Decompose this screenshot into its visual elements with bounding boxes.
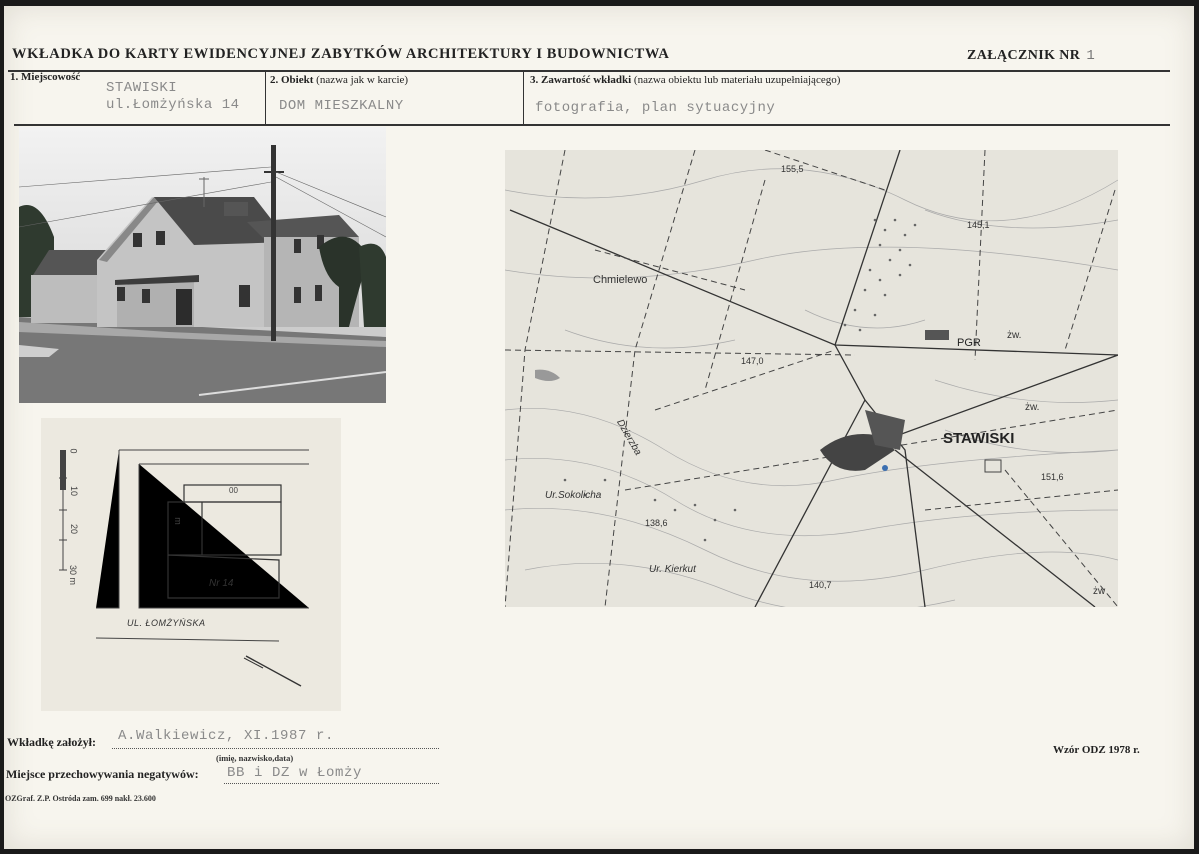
topographic-map — [505, 150, 1118, 607]
map-elev-155-5: 155,5 — [781, 164, 804, 174]
street-label: UL. ŁOMŻYŃSKA — [127, 618, 206, 628]
map-drawing — [505, 150, 1118, 607]
founder-dotline — [112, 748, 439, 749]
building-label-top: 00 — [229, 486, 238, 495]
locality-value-line2: ul.Łomżyńska 14 — [106, 97, 240, 113]
map-elev-147-0: 147,0 — [741, 356, 764, 366]
scale-tick-10: 10 — [69, 485, 80, 497]
header-rule-bottom — [14, 124, 1170, 126]
printer-imprint: OZGraf. Z.P. Ostróda zam. 699 nakł. 23.600 — [5, 794, 156, 803]
contents-label-note: (nazwa obiektu lub materiału uzupełniającego) — [633, 74, 841, 86]
founder-label: Wkładkę założył: — [7, 735, 96, 749]
map-label-sokolicha: Ur.Sokolicha — [545, 490, 602, 501]
site-plan-drawing — [41, 418, 341, 711]
contents-value: fotografia, plan sytuacyjny — [535, 100, 776, 116]
photo-illustration — [19, 127, 386, 403]
annex-number: 1 — [1086, 48, 1096, 64]
map-label-zw-2: żw. — [1025, 402, 1040, 413]
contents-label-text: 3. Zawartość wkładki — [530, 74, 632, 86]
map-label-stawiski: STAWISKI — [943, 430, 1015, 447]
locality-value-line1: STAWISKI — [106, 80, 178, 96]
scale-tick-0: 0 — [68, 448, 79, 454]
header-divider-1 — [265, 70, 266, 125]
contents-label — [530, 74, 840, 86]
map-label-kierkut: Ur. Kierkut — [649, 564, 696, 575]
scale-tick-20: 20 — [69, 523, 80, 535]
object-label-note: (nazwa jak w karcie) — [316, 74, 409, 86]
object-label — [270, 74, 408, 86]
annex-label — [967, 48, 1095, 64]
header-divider-2 — [523, 70, 524, 125]
scale-tick-30: 30 m — [68, 564, 79, 586]
map-elev-138-6: 138,6 — [645, 518, 668, 528]
founder-note: (imię, nazwisko,data) — [216, 753, 294, 763]
map-label-zw-3: żw — [1093, 586, 1106, 597]
house-number: Nr 14 — [209, 578, 234, 589]
locality-label: 1. Miejscowość — [10, 71, 81, 83]
storage-value: BB i DZ w Łomży — [227, 765, 363, 781]
map-elev-151-6: 151,6 — [1041, 472, 1064, 482]
map-label-chmielewo: Chmielewo — [593, 274, 648, 286]
map-label-dzierzba: Dzierzba — [614, 417, 644, 458]
annex-label-text: ZAŁĄCZNIK NR — [967, 48, 1081, 63]
storage-dotline — [224, 783, 439, 784]
map-elev-145-1: 145,1 — [967, 220, 990, 230]
map-elev-140-7: 140,7 — [809, 580, 832, 590]
building-photograph — [19, 127, 386, 403]
object-label-text: 2. Obiekt — [270, 74, 314, 86]
storage-label: Miejsce przechowywania negatywów: — [6, 767, 199, 781]
header-rule-top — [8, 70, 1170, 72]
form-model: Wzór ODZ 1978 r. — [1053, 744, 1140, 756]
founder-value: A.Walkiewicz, XI.1987 r. — [118, 728, 335, 744]
form-title: WKŁADKA DO KARTY EWIDENCYJNEJ ZABYTKÓW ARCHITEKTURY I BUDOWNICTWA — [12, 46, 670, 62]
map-label-zw-1: żw. — [1007, 330, 1022, 341]
site-plan — [41, 418, 341, 711]
building-label-left: m — [172, 517, 183, 525]
map-label-pgr: PGR — [957, 337, 981, 349]
object-value: DOM MIESZKALNY — [279, 98, 404, 114]
